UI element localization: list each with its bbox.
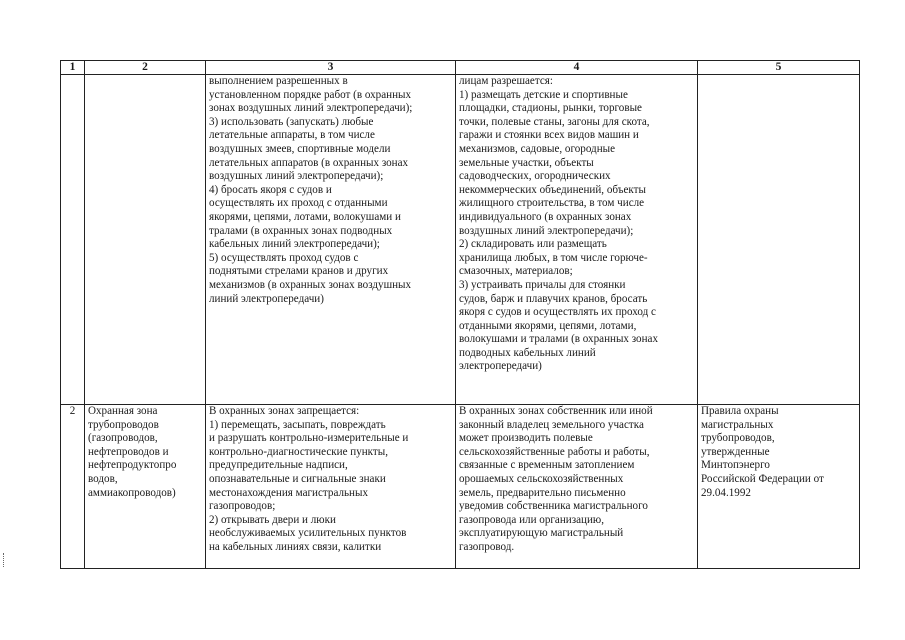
text-line: судов, барж и плавучих кранов, бросать [459, 292, 648, 305]
text-line: смазочных, материалов; [459, 265, 573, 278]
text-line: летательных аппаратов (в охранных зонах [209, 156, 409, 169]
table-row [61, 405, 860, 569]
text-line: поднятыми стрелами кранов и других [209, 265, 389, 278]
text-line: гаражи и стоянки всех видов машин и [459, 129, 639, 142]
header-col-2: 2 [85, 61, 206, 75]
text-line: может производить полевые [459, 432, 593, 445]
text-line: необслуживаемых усилительных пунктов [209, 527, 407, 540]
text-line: орошаемых сельскохозяйственных [459, 472, 624, 485]
text-line: якорями, цепями, лотами, волокушами и [209, 210, 401, 223]
row2-num-cell [61, 405, 85, 569]
text-line: лицам разрешается: [459, 75, 553, 87]
text-line: 1) размещать детские и спортивные [459, 88, 628, 101]
text-line: 2) открывать двери и люки [209, 513, 336, 526]
text-line: точки, полевые станы, загоны для скота, [459, 115, 650, 128]
text-line: 3) устраивать причалы для стоянки [459, 278, 626, 291]
text-line: 4) бросать якоря с судов и [209, 183, 332, 196]
text-line: В охранных зонах собственник или иной [459, 405, 653, 417]
text-line: механизмов, садовые, огородные [459, 142, 616, 155]
row2-basis-cell [698, 405, 860, 569]
text-line: площадки, стадионы, рынки, торговые [459, 102, 642, 115]
text-line: на кабельных линиях связи, калитки [209, 540, 382, 553]
row1-basis-cell [698, 75, 860, 405]
text-line: сельскохозяйственные работы и работы, [459, 445, 650, 458]
text-line: аммиакопроводов) [88, 486, 176, 499]
text-line: газопровода или организацию, [459, 513, 604, 526]
text-line: электропередачи) [459, 360, 542, 373]
text-line: кабельных линий электропередачи); [209, 238, 380, 251]
text-line: контрольно-диагностические пункты, [209, 445, 389, 458]
text-line: садоводческих, огороднических [459, 170, 611, 183]
text-line: (газопроводов, [88, 432, 158, 445]
row2-prohibited-cell [206, 405, 456, 569]
text-line: земельные участки, объекты [459, 156, 594, 169]
row2-object-cell [85, 405, 206, 569]
text-line: волокушами и тралами (в охранных зонах [459, 333, 658, 346]
text-line: газопроводов; [209, 500, 276, 513]
text-line: осуществлять их проход с отданными [209, 197, 388, 210]
text-line: законный владелец земельного участка [459, 418, 644, 431]
text-line: нефтепродуктопро [88, 459, 177, 472]
header-col-1: 1 [61, 61, 85, 75]
text-line: установленном порядке работ (в охранных [209, 88, 412, 101]
row1-num-cell [61, 75, 85, 405]
row2-allowed-cell [456, 405, 698, 569]
scan-margin-mark [3, 553, 6, 567]
text-line: утвержденные [701, 445, 770, 458]
text-line: и разрушать контрольно-измерительные и [209, 432, 409, 445]
text-line: земель, предварительно письменно [459, 486, 626, 499]
text-line: Правила охраны [701, 405, 779, 417]
header-col-5: 5 [698, 61, 860, 75]
text-line: магистральных [701, 418, 774, 431]
text-line: 2) складировать или размещать [459, 238, 607, 251]
table-row [61, 75, 860, 405]
text-line: воздушных линий электропередачи); [459, 224, 634, 237]
text-line: выполнением разрешенных в [209, 75, 348, 87]
header-col-4: 4 [456, 61, 698, 75]
text-line: Охранная зона [88, 405, 158, 417]
text-line: трубопроводов, [701, 432, 775, 445]
text-line: воздушных линий электропередачи); [209, 170, 384, 183]
text-line: линий электропередачи) [209, 292, 324, 305]
row1-prohibited-cell [206, 75, 456, 405]
text-line: уведомив собственника магистрального [459, 500, 648, 513]
text-line: Минтопэнерго [701, 459, 770, 472]
text-line: воздушных змеев, спортивные модели [209, 142, 391, 155]
header-col-3: 3 [206, 61, 456, 75]
zones-table [60, 60, 860, 569]
text-line: 3) использовать (запускать) любые [209, 115, 374, 128]
text-line: жилищного строительства, в том числе [459, 197, 645, 210]
text-line: связанные с временным затоплением [459, 459, 635, 472]
text-line: Российской Федерации от [701, 472, 824, 485]
text-line: водов, [88, 472, 118, 485]
text-line: 5) осуществлять проход судов с [209, 251, 359, 264]
text-line: тралами (в охранных зонах подводных [209, 224, 393, 237]
text-line: предупредительные надписи, [209, 459, 348, 472]
text-line: якоря с судов и осуществлять их проход с [459, 306, 656, 319]
text-line: местонахождения магистральных [209, 486, 368, 499]
text-line: некоммерческих объединений, объекты [459, 183, 646, 196]
text-line: хранилища любых, в том числе горюче- [459, 251, 648, 264]
text-line: эксплуатирующую магистральный [459, 527, 624, 540]
table-header-row [61, 61, 860, 75]
row1-allowed-cell [456, 75, 698, 405]
text-line: зонах воздушных линий электропередачи); [209, 102, 413, 115]
text-line: 29.04.1992 [701, 486, 751, 499]
text-line: индивидуального (в охранных зонах [459, 210, 632, 223]
text-line: летательные аппараты, в том числе [209, 129, 375, 142]
row-number: 2 [69, 405, 76, 417]
text-line: 1) перемещать, засыпать, повреждать [209, 418, 386, 431]
text-line: подводных кабельных линий [459, 346, 596, 359]
text-line: механизмов (в охранных зонах воздушных [209, 278, 412, 291]
text-line: газопровод. [459, 540, 515, 553]
text-line: опознавательные и сигнальные знаки [209, 472, 386, 485]
document-page [60, 60, 860, 569]
text-line: В охранных зонах запрещается: [209, 405, 360, 417]
row1-object-cell [85, 75, 206, 405]
text-line: трубопроводов [88, 418, 159, 431]
text-line: нефтепроводов и [88, 445, 169, 458]
text-line: отданными якорями, цепями, лотами, [459, 319, 637, 332]
